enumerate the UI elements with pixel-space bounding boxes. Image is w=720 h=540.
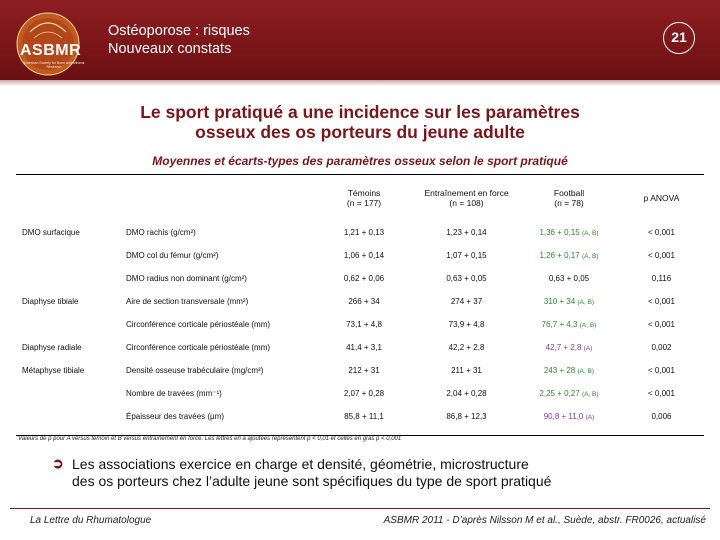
row-parameter: Circonférence corticale périostéale (mm) — [126, 320, 271, 329]
row-football-value — [519, 267, 619, 290]
logo-name: ASBMR — [20, 42, 82, 59]
row-football-value — [519, 221, 619, 244]
row-p-value: < 0,001 — [648, 297, 675, 306]
row-category: Diaphyse tibiale — [22, 297, 79, 306]
football-value: 2,25 + 0,27 — [539, 389, 580, 398]
row-category: Métaphyse tibiale — [22, 366, 85, 375]
arrow-right-icon: ➲ — [52, 455, 64, 471]
row-p-value: 0,116 — [651, 274, 672, 283]
row-parameter: DMO col du fémur (g/cm²) — [126, 251, 219, 260]
row-category: DMO surfacique — [22, 228, 80, 237]
page-title — [60, 102, 660, 142]
header-football-label: Football — [553, 188, 585, 198]
row-temoins-value: 0,62 + 0,06 — [343, 274, 385, 283]
row-category — [16, 244, 120, 267]
row-category: Diaphyse radiale — [22, 343, 82, 352]
row-parameter: Densité osseuse trabéculaire (mg/cm³) — [126, 366, 264, 375]
header-temoins — [314, 175, 414, 221]
football-value: 90,8 + 11,0 — [543, 412, 584, 421]
header-football — [519, 175, 619, 221]
conclusion-text — [72, 456, 692, 490]
bone-parameters-table — [16, 175, 704, 428]
football-tag: (A, B) — [577, 368, 595, 375]
table-header-row — [16, 175, 704, 221]
row-football-value — [519, 336, 619, 359]
row-p-value: 0,006 — [651, 412, 672, 421]
row-entrainement-value: 274 + 37 — [450, 297, 483, 306]
row-p-value: < 0,001 — [648, 228, 675, 237]
row-temoins-value: 266 + 34 — [348, 297, 380, 306]
row-p-value: < 0,001 — [648, 320, 675, 329]
row-p-value: < 0,001 — [648, 389, 675, 398]
row-football-value — [519, 290, 619, 313]
row-entrainement-value: 211 + 31 — [451, 366, 482, 375]
row-temoins-value: 212 + 31 — [348, 366, 380, 375]
header-fade — [0, 80, 720, 86]
header-title-line2: Nouveaux constats — [108, 41, 232, 57]
row-category — [16, 313, 120, 336]
row-football-value — [519, 405, 619, 428]
football-tag: (A, B) — [579, 322, 597, 329]
football-value: 0,63 + 0,05 — [548, 274, 590, 283]
football-value: 1,26 + 0,17 — [539, 251, 580, 260]
table-row — [16, 290, 704, 313]
header-football-n: (n = 78) — [554, 198, 584, 208]
football-value: 243 + 28 — [543, 366, 576, 375]
header-entrainement-n: (n = 108) — [449, 198, 484, 208]
table-row — [16, 244, 704, 267]
logo-subtitle: American Society for Bone and Mineral Research — [23, 61, 85, 69]
table-row — [16, 359, 704, 382]
row-parameter: Épaisseur des travées (µm) — [126, 412, 224, 421]
row-entrainement-value: 0,63 + 0,05 — [446, 274, 487, 283]
row-category — [16, 267, 120, 290]
header-entrainement-label: Entraînement en force — [424, 188, 509, 198]
row-parameter: Nombre de travées (mm⁻¹) — [126, 389, 222, 398]
header-temoins-n: (n = 177) — [346, 198, 382, 208]
row-football-value — [519, 359, 619, 382]
table-row — [16, 313, 704, 336]
row-parameter: Aire de section transversale (mm²) — [126, 297, 249, 306]
football-value: 1,36 + 0,15 — [539, 228, 580, 237]
football-tag: (A) — [583, 345, 593, 352]
footer-source: ASBMR 2011 - D’après Nilsson M et al., Suède, abstr. FR0026, actualisé — [383, 515, 706, 526]
row-temoins-value: 1,21 + 0,13 — [343, 228, 385, 237]
football-value: 42,7 + 2,8 — [545, 343, 582, 352]
row-entrainement-value: 86,8 + 12,3 — [446, 412, 487, 421]
page-title-line1: Le sport pratiqué a une incidence sur les paramètres — [140, 102, 580, 122]
row-football-value — [519, 382, 619, 405]
table-row — [16, 221, 704, 244]
row-temoins-value: 85,8 + 11,1 — [344, 412, 384, 421]
row-temoins-value: 1,06 + 0,14 — [343, 251, 385, 260]
football-tag: (A) — [585, 414, 595, 421]
row-temoins-value: 2,07 + 0,28 — [343, 389, 385, 398]
conclusion-line2: des os porteurs chez l’adulte jeune sont spécifiques du type de sport pratiqué — [72, 473, 552, 489]
row-entrainement-value: 1,23 + 0,14 — [446, 228, 487, 237]
row-entrainement-value: 73,9 + 4,8 — [448, 320, 485, 329]
footer-divider — [10, 508, 710, 509]
page-title-line2: osseux des os porteurs du jeune adulte — [195, 122, 525, 142]
row-temoins-value: 41,4 + 3,1 — [346, 343, 382, 352]
header-title — [108, 22, 250, 58]
data-table-container — [16, 174, 704, 436]
row-football-value — [519, 244, 619, 267]
table-caption: Moyennes et écarts-types des paramètres osseux selon le sport pratiqué — [152, 154, 568, 168]
row-entrainement-value: 2,04 + 0,28 — [446, 389, 487, 398]
football-tag: (A, B) — [577, 299, 595, 306]
page-number-badge: 21 — [663, 22, 695, 54]
row-p-value: < 0,001 — [648, 251, 675, 260]
football-value: 76,7 + 4,3 — [541, 320, 578, 329]
row-p-value: < 0,001 — [648, 366, 675, 375]
football-tag: (A, B) — [581, 230, 599, 237]
football-tag: (A, B) — [581, 253, 599, 260]
conclusion-line1: Les associations exercice en charge et densité, géométrie, microstructure — [72, 456, 529, 472]
row-category — [16, 382, 120, 405]
row-entrainement-value: 1,07 + 0,15 — [446, 251, 487, 260]
table-row — [16, 405, 704, 428]
header-empty-param — [120, 175, 314, 221]
football-tag: (A, B) — [581, 391, 599, 398]
table-row — [16, 382, 704, 405]
row-entrainement-value: 42,2 + 2,8 — [448, 343, 485, 352]
header-p-anova: p ANOVA — [643, 193, 680, 203]
header-entrainement — [414, 175, 519, 221]
table-footnote: Valeurs de p pour A versus témoin et B versus entraînement en force. Les lettres en a ajoutées représentent p < 0,01 et celles en gras p < 0,001 — [18, 436, 402, 442]
footer-publication: La Lettre du Rhumatologue — [30, 515, 152, 526]
table-row — [16, 336, 704, 359]
header-temoins-label: Témoins — [347, 188, 381, 198]
row-temoins-value: 73,1 + 4,8 — [346, 320, 382, 329]
header-title-line1: Ostéoporose : risques — [108, 23, 250, 39]
row-parameter: DMO radius non dominant (g/cm²) — [126, 274, 247, 283]
row-parameter: Circonférence corticale périostéale (mm) — [126, 343, 271, 352]
table-row — [16, 267, 704, 290]
football-value: 310 + 34 — [543, 297, 576, 306]
row-p-value: 0,002 — [651, 343, 672, 352]
row-category — [16, 405, 120, 428]
row-parameter: DMO rachis (g/cm²) — [126, 228, 196, 237]
header-empty-cat — [16, 175, 120, 221]
row-football-value — [519, 313, 619, 336]
